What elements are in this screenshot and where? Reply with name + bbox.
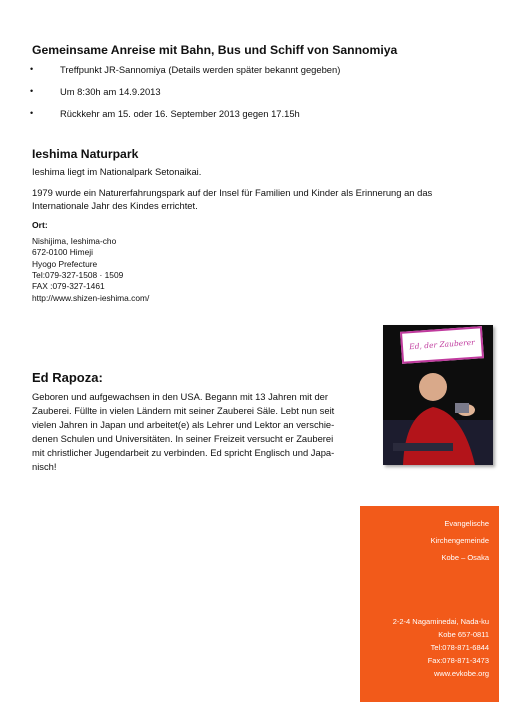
park-description-line2: Internationale Jahr des Kindes errichtet. bbox=[32, 200, 198, 211]
bio-line: nisch! bbox=[32, 461, 57, 472]
contact-box bbox=[360, 506, 499, 702]
address-line: Kobe 657-0811 bbox=[438, 630, 489, 639]
bio-line: denen Schulen und Universitäten. In seiner Freizeit versucht er Zauberei bbox=[32, 433, 334, 444]
org-line: Kirchengemeinde bbox=[430, 536, 489, 545]
fax-line: Fax:078-871-3473 bbox=[427, 656, 489, 665]
address-line: Nishijima, Ieshima-cho bbox=[32, 236, 117, 246]
address-line: 2-2-4 Nagaminedai, Nada-ku bbox=[392, 617, 489, 626]
travel-bullet-list bbox=[30, 64, 340, 130]
phone-line: Tel:079-327-1508 · 1509 bbox=[32, 270, 124, 280]
list-item: • Um 8:30h am 14.9.2013 bbox=[30, 86, 340, 108]
bio-line: Geboren und aufgewachsen in den USA. Begann mit 13 Jahren mit der bbox=[32, 391, 329, 402]
org-line: Evangelische bbox=[444, 519, 489, 528]
list-item: • Treffpunkt JR-Sannomiya (Details werden später bekannt gegeben) bbox=[30, 64, 340, 86]
bullet-icon: • bbox=[30, 108, 34, 118]
website-link[interactable]: http://www.shizen-ieshima.com/ bbox=[32, 293, 150, 303]
list-item: • Rückkehr am 15. oder 16. September 2013 gegen 17.15h bbox=[30, 108, 340, 130]
fax-line: FAX :079-327-1461 bbox=[32, 281, 105, 291]
bullet-icon: • bbox=[30, 64, 34, 74]
bio-line: Zauberei. Füllte in vielen Ländern mit seiner Zauberei Säle. Lebt nun seit bbox=[32, 405, 335, 416]
address-line: Hyogo Prefecture bbox=[32, 259, 98, 269]
website-link[interactable]: www.evkobe.org bbox=[433, 669, 489, 678]
travel-heading: Gemeinsame Anreise mit Bahn, Bus und Schiff von Sannomiya bbox=[32, 43, 398, 57]
bio-heading: Ed Rapoza: bbox=[32, 370, 103, 385]
phone-line: Tel:078-871-6844 bbox=[430, 643, 489, 652]
park-description-line1: 1979 wurde ein Naturerfahrungspark auf der Insel für Familien und Kinder als Erinnerung an das bbox=[32, 187, 433, 198]
bullet-icon: • bbox=[30, 86, 34, 96]
address-line: 672-0100 Himeji bbox=[32, 247, 93, 257]
magician-photo bbox=[383, 325, 493, 465]
park-heading: Ieshima Naturpark bbox=[32, 147, 139, 161]
bio-line: mit christlicher Jugendarbeit zu verbinden. Ed spricht Englisch und Japa- bbox=[32, 447, 335, 458]
org-line: Kobe – Osaka bbox=[441, 553, 489, 562]
bio-line: vielen Jahren in Japan und arbeitet(e) als Lehrer und Lektor an verschie- bbox=[32, 419, 335, 430]
photo-sign: Ed, der Zauberer bbox=[400, 326, 484, 364]
park-intro: Ieshima liegt im Nationalpark Setonaikai. bbox=[32, 166, 202, 177]
location-label: Ort: bbox=[32, 220, 48, 230]
